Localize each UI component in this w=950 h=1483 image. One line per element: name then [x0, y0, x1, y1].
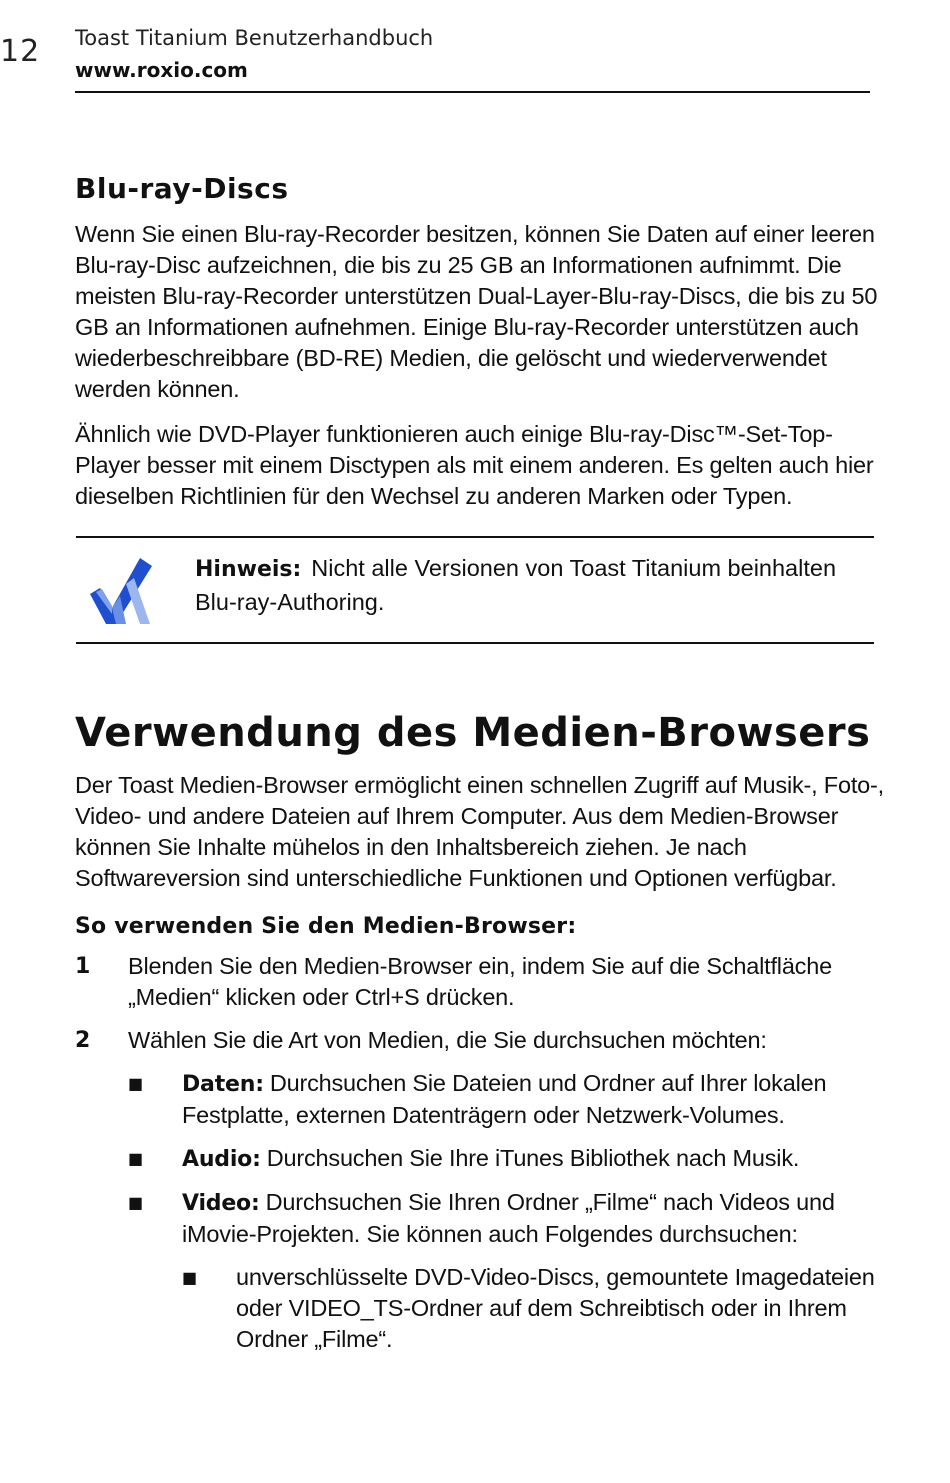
bullet-item-audio	[128, 1143, 885, 1175]
step-item	[75, 951, 885, 1013]
page-content	[75, 172, 885, 1355]
header-rule	[75, 91, 870, 93]
header-title: Toast Titanium Benutzerhandbuch	[75, 26, 434, 50]
bullet-label: Video:	[182, 1191, 260, 1216]
bullet-text	[182, 1187, 885, 1250]
procedure-heading: So verwenden Sie den Medien-Browser:	[75, 914, 577, 939]
sub-bullet-marker: ■	[182, 1268, 198, 1287]
note-text	[195, 552, 874, 618]
bullet-body: Durchsuchen Sie Dateien und Ordner auf Ihrer lokalen Festplatte, externen Datenträgern oder Netzwerk-Volumes.	[182, 1070, 827, 1128]
step-number: 1	[75, 954, 91, 979]
step-number: 2	[75, 1028, 91, 1053]
section-heading-bluray: Blu-ray-Discs	[75, 172, 289, 205]
bullet-marker: ■	[128, 1074, 144, 1093]
header-url: www.roxio.com	[75, 58, 248, 82]
bluray-paragraph-1: Wenn Sie einen Blu-ray-Recorder besitzen, können Sie Daten auf einer leeren Blu-ray-Disc aufzeichnen, die bis zu 25 GB an Informationen aufnimmt. Die meisten Blu-ray-Recorder unterstützen Dual-Layer-Blu-ray-Discs, die bis zu 50 GB an Informationen aufnehmen. Einige Blu-ray-Recorder unterstützen auch wiederbeschreibbare (BD-RE) Medien, die gelöscht und wiederverwendet werden können.	[75, 221, 878, 402]
note-body: Nicht alle Versionen von Toast Titanium beinhalten Blu-ray-Authoring.	[195, 555, 837, 615]
bullet-text	[182, 1143, 799, 1175]
bullet-item-daten	[128, 1068, 885, 1131]
media-intro-paragraph: Der Toast Medien-Browser ermöglicht einen schnellen Zugriff auf Musik-, Foto-, Video- und andere Dateien auf Ihrem Computer. Aus dem Medien-Browser können Sie Inhalte mühelos in den Inhaltsbereich ziehen. Je nach Softwareversion sind unterschiedliche Funktionen und Optionen verfügbar.	[75, 772, 884, 891]
section-heading-media-browser: Verwendung des Medien-Browsers	[75, 710, 871, 756]
bullet-body: Durchsuchen Sie Ihren Ordner „Filme“ nach Videos und iMovie-Projekten. Sie können auch Folgendes durchsuchen:	[182, 1189, 835, 1247]
page-number: 12	[0, 34, 41, 69]
bullet-label: Daten:	[182, 1072, 264, 1097]
bullet-label: Audio:	[182, 1147, 261, 1172]
bullet-item-video	[128, 1187, 885, 1250]
sub-bullet-item	[182, 1262, 885, 1355]
checkmark-note-icon	[90, 556, 152, 624]
note-box	[76, 536, 874, 644]
bullet-marker: ■	[128, 1193, 144, 1212]
bullet-marker: ■	[128, 1149, 144, 1168]
bullet-body: Durchsuchen Sie Ihre iTunes Bibliothek nach Musik.	[266, 1145, 800, 1171]
note-label: Hinweis:	[195, 557, 302, 582]
bullet-text	[182, 1068, 885, 1131]
sub-bullet-text: unverschlüsselte DVD-Video-Discs, gemountete Imagedateien oder VIDEO_TS-Ordner auf dem Schreibtisch oder in Ihrem Ordner „Filme“.	[236, 1264, 875, 1352]
step-item	[75, 1025, 885, 1056]
step-text: Wählen Sie die Art von Medien, die Sie durchsuchen möchten:	[128, 1027, 767, 1053]
step-text: Blenden Sie den Medien-Browser ein, indem Sie auf die Schaltfläche „Medien“ klicken oder Ctrl+S drücken.	[128, 953, 832, 1010]
bluray-paragraph-2: Ähnlich wie DVD-Player funktionieren auch einige Blu-ray-Disc™-Set-Top-Player besser mit einem Disctypen als mit einem anderen. Es gelten auch hier dieselben Richtlinien für den Wechsel zu anderen Marken oder Typen.	[75, 421, 874, 509]
